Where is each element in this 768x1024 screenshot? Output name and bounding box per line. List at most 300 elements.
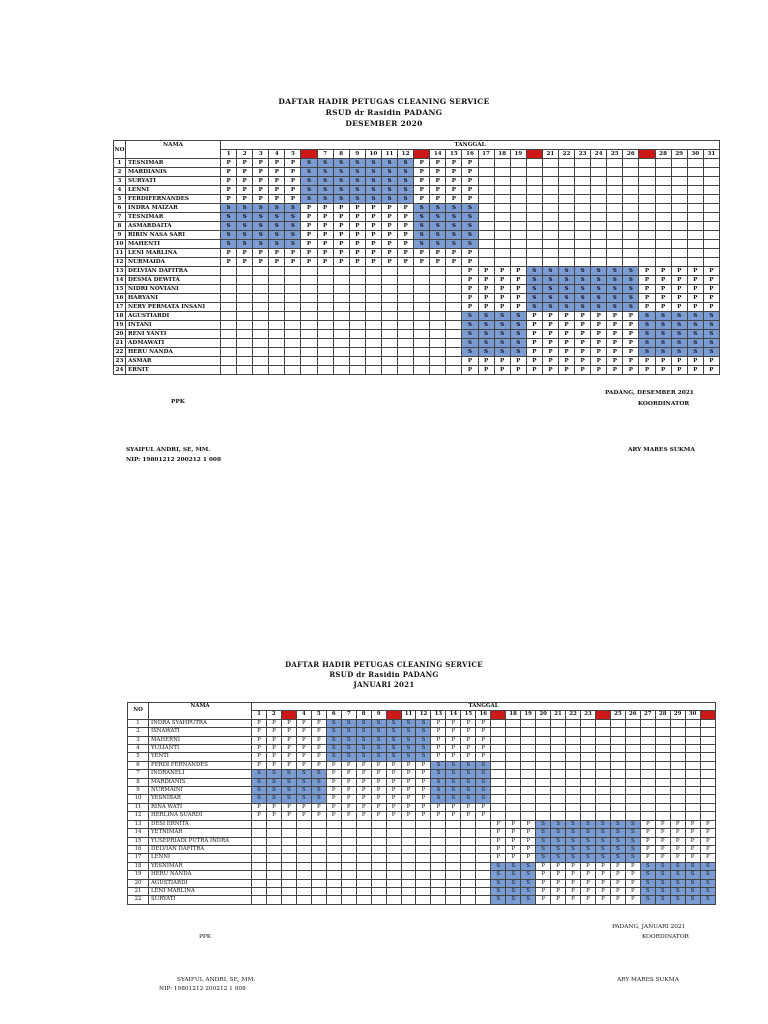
staff-row (114, 231, 720, 240)
attendance-cell (253, 366, 269, 375)
attendance-cell (266, 871, 281, 879)
attendance-cell (687, 258, 703, 267)
attendance-cell: S (521, 871, 536, 879)
attendance-cell (317, 285, 333, 294)
row-number: 9 (128, 787, 149, 795)
attendance-cell: P (333, 258, 349, 267)
attendance-cell (526, 222, 542, 231)
attendance-cell: P (623, 357, 639, 366)
staff-name: INDRANELI (149, 770, 252, 778)
attendance-cell: S (341, 736, 356, 744)
attendance-cell: P (685, 845, 700, 853)
attendance-cell (521, 787, 536, 795)
attendance-cell: P (266, 745, 281, 753)
attendance-cell: P (401, 787, 416, 795)
attendance-cell: P (311, 753, 326, 761)
attendance-cell: P (551, 887, 566, 895)
attendance-cell: S (687, 348, 703, 357)
attendance-cell: S (476, 770, 491, 778)
attendance-cell (655, 222, 671, 231)
attendance-cell: P (591, 330, 607, 339)
attendance-cell (506, 812, 521, 820)
attendance-cell (510, 213, 526, 222)
attendance-cell: P (301, 249, 317, 258)
attendance-cell (414, 294, 430, 303)
staff-name: INDRA MAIZAR (126, 204, 221, 213)
attendance-cell: S (625, 837, 640, 845)
attendance-cell: P (356, 795, 371, 803)
attendance-cell (341, 862, 356, 870)
attendance-cell (461, 837, 476, 845)
attendance-cell (252, 862, 267, 870)
attendance-cell: P (431, 719, 446, 727)
attendance-cell (494, 249, 510, 258)
attendance-cell (551, 803, 566, 811)
attendance-cell (341, 854, 356, 862)
day-number: 25 (610, 711, 625, 719)
attendance-cell: P (296, 812, 311, 820)
attendance-cell (285, 285, 301, 294)
attendance-cell (381, 294, 397, 303)
attendance-cell: S (536, 820, 551, 828)
attendance-cell (703, 195, 719, 204)
attendance-cell: P (478, 303, 494, 312)
attendance-cell: S (285, 213, 301, 222)
attendance-cell: P (446, 168, 462, 177)
attendance-cell: P (607, 321, 623, 330)
staff-name: LENI MARLINA (126, 249, 221, 258)
attendance-cell: P (281, 745, 296, 753)
attendance-cell (610, 745, 625, 753)
attendance-cell: S (301, 186, 317, 195)
date-header: TANGGAL (252, 703, 716, 711)
attendance-cell: S (462, 231, 478, 240)
attendance-cell: P (494, 303, 510, 312)
attendance-cell (221, 330, 237, 339)
attendance-cell (700, 719, 715, 727)
attendance-cell (296, 862, 311, 870)
attendance-cell: S (671, 312, 687, 321)
staff-row (128, 812, 716, 820)
attendance-cell: P (610, 871, 625, 879)
attendance-cell: P (526, 366, 542, 375)
attendance-cell (595, 795, 610, 803)
attendance-cell (446, 366, 462, 375)
attendance-cell (476, 862, 491, 870)
day-number: 29 (670, 711, 685, 719)
attendance-cell (301, 285, 317, 294)
staff-row (114, 213, 720, 222)
attendance-cell (349, 330, 365, 339)
attendance-cell: P (317, 204, 333, 213)
attendance-cell: P (365, 231, 381, 240)
attendance-cell: P (687, 366, 703, 375)
attendance-cell: P (700, 845, 715, 853)
attendance-cell: P (703, 267, 719, 276)
attendance-cell: S (580, 845, 595, 853)
staff-row (114, 168, 720, 177)
attendance-cell (281, 820, 296, 828)
attendance-cell: S (536, 829, 551, 837)
attendance-cell: P (285, 159, 301, 168)
attendance-cell: P (639, 276, 655, 285)
attendance-cell: S (386, 753, 401, 761)
attendance-cell (510, 204, 526, 213)
attendance-cell (386, 854, 401, 862)
attendance-cell: P (671, 366, 687, 375)
attendance-cell (575, 186, 591, 195)
attendance-cell: S (542, 303, 558, 312)
staff-name: FERDIFERNANDES (126, 195, 221, 204)
attendance-cell: P (558, 366, 574, 375)
attendance-cell: S (341, 719, 356, 727)
attendance-cell (414, 330, 430, 339)
row-number: 11 (128, 803, 149, 811)
attendance-cell: P (401, 795, 416, 803)
attendance-cell: S (301, 177, 317, 186)
attendance-cell: S (341, 745, 356, 753)
attendance-cell (269, 339, 285, 348)
attendance-cell (252, 871, 267, 879)
attendance-cell (655, 231, 671, 240)
attendance-cell (640, 728, 655, 736)
attendance-cell (687, 177, 703, 186)
attendance-cell: S (326, 728, 341, 736)
place-date: PADANG, DESEMBER 2021 (605, 390, 694, 396)
attendance-cell: P (566, 879, 581, 887)
attendance-cell: S (703, 330, 719, 339)
attendance-cell (494, 168, 510, 177)
attendance-cell: P (269, 159, 285, 168)
attendance-cell (253, 357, 269, 366)
attendance-cell: S (311, 795, 326, 803)
attendance-cell: P (610, 896, 625, 904)
attendance-cell (430, 285, 446, 294)
attendance-cell: S (623, 285, 639, 294)
attendance-cell: P (700, 829, 715, 837)
row-number: 5 (114, 195, 126, 204)
attendance-cell: P (510, 267, 526, 276)
attendance-cell (494, 222, 510, 231)
attendance-cell: P (252, 745, 267, 753)
attendance-cell: P (476, 736, 491, 744)
attendance-cell (607, 168, 623, 177)
row-number: 19 (128, 871, 149, 879)
attendance-cell: P (526, 312, 542, 321)
attendance-cell (416, 871, 431, 879)
attendance-cell: S (491, 896, 506, 904)
attendance-cell: P (476, 745, 491, 753)
attendance-cell: P (542, 357, 558, 366)
attendance-cell (285, 339, 301, 348)
attendance-cell (610, 778, 625, 786)
attendance-cell: P (595, 896, 610, 904)
attendance-cell (703, 213, 719, 222)
day-number: 28 (655, 150, 671, 159)
attendance-cell (333, 276, 349, 285)
attendance-cell (685, 787, 700, 795)
attendance-cell (526, 177, 542, 186)
attendance-cell (510, 222, 526, 231)
attendance-cell (625, 719, 640, 727)
attendance-cell (333, 321, 349, 330)
attendance-cell (610, 728, 625, 736)
row-number: 5 (128, 753, 149, 761)
attendance-cell: S (431, 795, 446, 803)
attendance-cell: S (461, 787, 476, 795)
attendance-cell: S (341, 753, 356, 761)
attendance-cell (521, 812, 536, 820)
attendance-cell: S (521, 862, 536, 870)
attendance-cell (221, 339, 237, 348)
attendance-cell: P (237, 168, 253, 177)
attendance-cell: S (506, 871, 521, 879)
attendance-cell (398, 366, 414, 375)
attendance-cell (365, 267, 381, 276)
attendance-cell (398, 303, 414, 312)
attendance-cell: P (253, 177, 269, 186)
attendance-cell (700, 795, 715, 803)
attendance-cell (610, 770, 625, 778)
attendance-cell (281, 845, 296, 853)
attendance-cell: P (252, 736, 267, 744)
day-number: 17 (478, 150, 494, 159)
attendance-cell: P (269, 168, 285, 177)
attendance-cell (401, 820, 416, 828)
attendance-cell: P (526, 357, 542, 366)
attendance-cell: P (333, 231, 349, 240)
attendance-cell (269, 276, 285, 285)
attendance-cell: P (253, 258, 269, 267)
attendance-cell: S (655, 330, 671, 339)
attendance-cell (526, 231, 542, 240)
attendance-cell (431, 862, 446, 870)
attendance-cell: P (281, 719, 296, 727)
attendance-cell (595, 728, 610, 736)
attendance-cell: S (687, 330, 703, 339)
attendance-cell (371, 829, 386, 837)
staff-name: YUSEPRIADI PUTRA INDRA (149, 837, 252, 845)
attendance-cell (269, 357, 285, 366)
staff-row (128, 837, 716, 845)
attendance-cell (558, 249, 574, 258)
attendance-cell (461, 854, 476, 862)
attendance-cell (703, 168, 719, 177)
day-number: 28 (655, 711, 670, 719)
attendance-cell (401, 845, 416, 853)
attendance-cell: S (317, 168, 333, 177)
attendance-cell: P (685, 837, 700, 845)
attendance-cell (566, 753, 581, 761)
attendance-cell: P (551, 879, 566, 887)
attendance-cell: P (371, 761, 386, 769)
attendance-cell (526, 249, 542, 258)
attendance-cell (506, 728, 521, 736)
attendance-cell (365, 312, 381, 321)
attendance-cell (281, 862, 296, 870)
attendance-cell (558, 213, 574, 222)
attendance-cell: S (685, 871, 700, 879)
attendance-cell (446, 829, 461, 837)
attendance-cell (386, 845, 401, 853)
attendance-cell (333, 294, 349, 303)
attendance-cell: S (253, 240, 269, 249)
attendance-cell (542, 258, 558, 267)
attendance-cell (687, 195, 703, 204)
attendance-cell (341, 896, 356, 904)
attendance-cell: P (558, 312, 574, 321)
attendance-cell (431, 820, 446, 828)
attendance-cell (478, 186, 494, 195)
attendance-cell (237, 312, 253, 321)
attendance-cell (655, 728, 670, 736)
attendance-cell: P (356, 761, 371, 769)
attendance-cell: S (575, 294, 591, 303)
attendance-cell (381, 348, 397, 357)
attendance-cell (430, 330, 446, 339)
attendance-cell: P (595, 862, 610, 870)
attendance-cell (536, 719, 551, 727)
attendance-cell (221, 348, 237, 357)
attendance-cell (326, 820, 341, 828)
attendance-cell (252, 845, 267, 853)
attendance-cell: S (575, 303, 591, 312)
attendance-cell (655, 795, 670, 803)
attendance-cell (670, 761, 685, 769)
attendance-cell: P (301, 213, 317, 222)
attendance-cell: P (536, 896, 551, 904)
ppk-nip: NIP: 19801212 200212 1 008 (126, 457, 221, 463)
attendance-cell (670, 770, 685, 778)
attendance-cell: P (237, 249, 253, 258)
attendance-cell: P (296, 745, 311, 753)
attendance-cell: S (639, 312, 655, 321)
attendance-cell (703, 177, 719, 186)
attendance-cell: S (381, 186, 397, 195)
staff-row (114, 285, 720, 294)
attendance-cell: S (595, 820, 610, 828)
attendance-cell (526, 168, 542, 177)
attendance-cell (446, 887, 461, 895)
attendance-cell (551, 753, 566, 761)
attendance-cell: P (301, 240, 317, 249)
attendance-cell: P (326, 787, 341, 795)
attendance-cell: S (491, 871, 506, 879)
attendance-cell (623, 249, 639, 258)
attendance-cell (301, 294, 317, 303)
attendance-cell (430, 348, 446, 357)
attendance-cell: P (381, 249, 397, 258)
attendance-cell: S (551, 837, 566, 845)
attendance-cell: P (506, 845, 521, 853)
attendance-cell (558, 186, 574, 195)
row-number: 1 (114, 159, 126, 168)
attendance-cell: S (625, 845, 640, 853)
attendance-cell: P (269, 249, 285, 258)
attendance-cell (580, 753, 595, 761)
row-number: 8 (114, 222, 126, 231)
attendance-cell (386, 879, 401, 887)
attendance-cell: P (386, 803, 401, 811)
attendance-cell: P (687, 276, 703, 285)
attendance-cell: S (640, 887, 655, 895)
attendance-cell (371, 820, 386, 828)
attendance-cell (506, 795, 521, 803)
attendance-cell (285, 348, 301, 357)
attendance-cell: P (580, 862, 595, 870)
attendance-cell: S (296, 778, 311, 786)
attendance-cell: P (494, 285, 510, 294)
attendance-cell (687, 222, 703, 231)
row-number: 24 (114, 366, 126, 375)
staff-row (114, 240, 720, 249)
day-number: 4 (269, 150, 285, 159)
attendance-cell (401, 896, 416, 904)
attendance-cell: P (269, 258, 285, 267)
attendance-cell (607, 204, 623, 213)
attendance-cell: S (269, 231, 285, 240)
staff-name: DESI ERNITA (149, 820, 252, 828)
row-number: 13 (114, 267, 126, 276)
attendance-cell: P (640, 854, 655, 862)
no-header: NO (128, 703, 149, 720)
attendance-cell (685, 736, 700, 744)
attendance-cell (356, 829, 371, 837)
attendance-cell: P (430, 186, 446, 195)
staff-name: YETNIMAR (149, 829, 252, 837)
attendance-cell: P (317, 213, 333, 222)
attendance-cell: P (365, 204, 381, 213)
attendance-cell (446, 879, 461, 887)
attendance-cell: S (700, 871, 715, 879)
attendance-cell: P (296, 719, 311, 727)
attendance-cell (285, 303, 301, 312)
attendance-cell: P (494, 276, 510, 285)
attendance-cell (607, 177, 623, 186)
attendance-cell (639, 240, 655, 249)
attendance-cell: P (416, 812, 431, 820)
staff-row (128, 753, 716, 761)
staff-row (128, 787, 716, 795)
attendance-cell: S (365, 159, 381, 168)
attendance-cell: S (687, 312, 703, 321)
attendance-cell (398, 357, 414, 366)
attendance-cell: S (526, 294, 542, 303)
attendance-cell (580, 745, 595, 753)
day-number: 22 (558, 150, 574, 159)
attendance-cell: S (639, 321, 655, 330)
attendance-cell: S (301, 159, 317, 168)
attendance-cell (685, 812, 700, 820)
day-number: 30 (685, 711, 700, 719)
attendance-cell: S (381, 177, 397, 186)
staff-name: AGUSTIARDI (149, 879, 252, 887)
attendance-cell: P (685, 820, 700, 828)
attendance-cell (414, 348, 430, 357)
attendance-cell: P (671, 285, 687, 294)
attendance-cell: P (476, 812, 491, 820)
attendance-cell: S (521, 896, 536, 904)
attendance-cell (414, 366, 430, 375)
attendance-cell (266, 887, 281, 895)
attendance-cell (446, 285, 462, 294)
attendance-cell (521, 736, 536, 744)
attendance-cell (655, 213, 671, 222)
attendance-cell (625, 770, 640, 778)
attendance-cell: P (431, 728, 446, 736)
day-number: 20 (536, 711, 551, 719)
attendance-cell: S (462, 204, 478, 213)
